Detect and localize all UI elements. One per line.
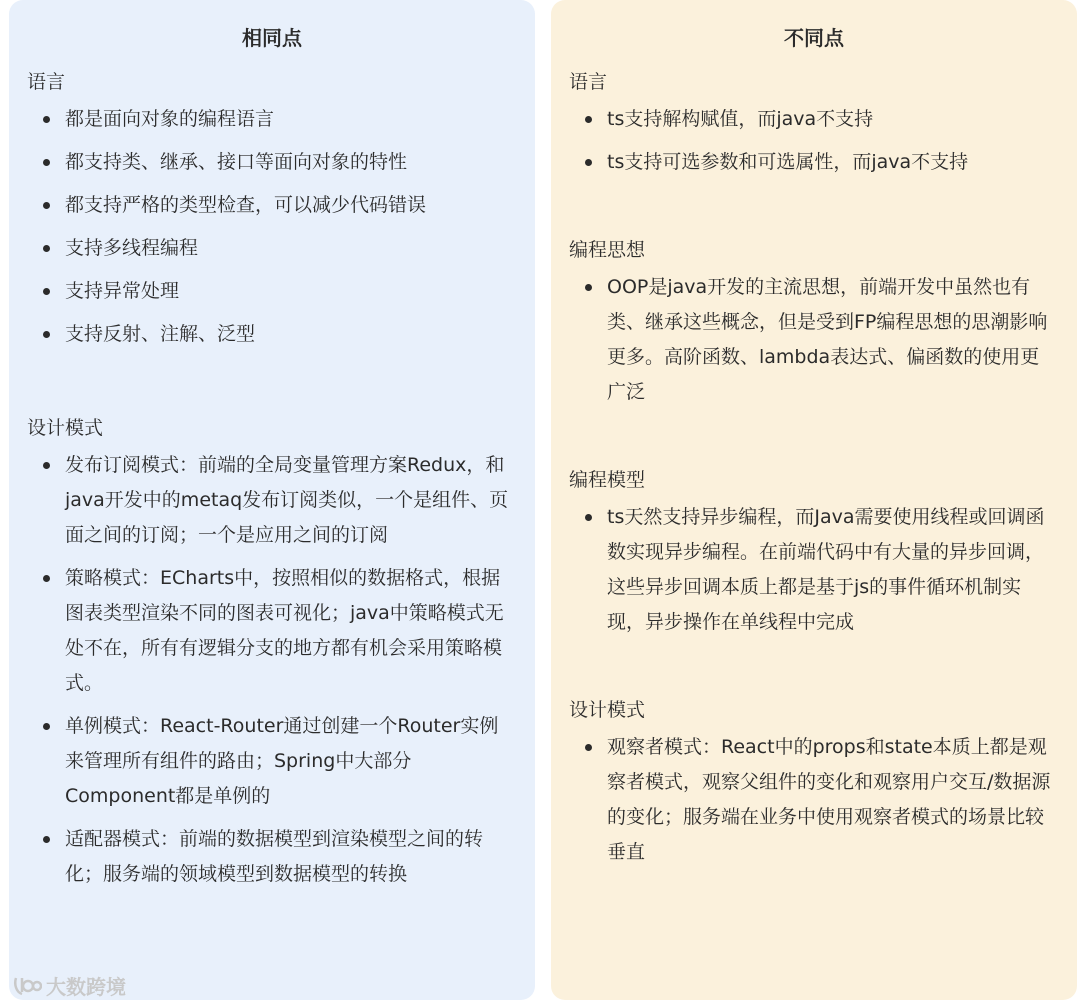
bullet-icon [43,159,50,166]
bullet-icon [43,462,50,469]
list-item: 支持多线程编程 [9,231,535,266]
list-item: 支持反射、注解、泛型 [9,317,535,352]
similarities-panel [9,0,535,1000]
section-design-patterns [9,410,535,892]
bullet-icon [585,284,592,291]
section-title: 设计模式 [27,417,104,439]
panel-title: 不同点 [784,26,844,50]
panel-title: 相同点 [242,26,302,50]
list-item: ts支持可选参数和可选属性，而java不支持 [551,145,1077,180]
section-title: 编程模型 [569,469,646,491]
list-item: 都支持类、继承、接口等面向对象的特性 [9,145,535,180]
bullet-list [551,730,1077,870]
bullet-icon [43,202,50,209]
list-item: ts天然支持异步编程，而Java需要使用线程或回调函数实现异步编程。在前端代码中有大量的异步回调，这些异步回调本质上都是基于js的事件循环机制实现，异步操作在单线程中完成 [551,500,1077,640]
section-language [9,64,535,352]
section-title: 编程思想 [569,239,646,261]
section-title: 设计模式 [569,699,646,721]
list-item: 适配器模式：前端的数据模型到渲染模型之间的转化；服务端的领域模型到数据模型的转换 [9,822,535,892]
section-programming-model [551,462,1077,640]
watermark [12,971,126,1000]
differences-panel [551,0,1077,1000]
list-item: 观察者模式：React中的props和state本质上都是观察者模式，观察父组件的变化和观察用户交互/数据源的变化；服务端在业务中使用观察者模式的场景比较垂直 [551,730,1077,870]
list-item: 发布订阅模式：前端的全局变量管理方案Redux，和java开发中的metaq发布订阅类似，一个是组件、页面之间的订阅；一个是应用之间的订阅 [9,448,535,553]
bullet-icon [43,116,50,123]
list-item: ts支持解构赋值，而java不支持 [551,102,1077,137]
list-item: 都支持严格的类型检查，可以减少代码错误 [9,188,535,223]
bullet-list [551,270,1077,410]
section-design-patterns [551,692,1077,870]
watermark-text: 大数跨境 [46,975,126,999]
bullet-icon [43,245,50,252]
bullet-icon [585,116,592,123]
list-item: OOP是java开发的主流思想，前端开发中虽然也有类、继承这些概念，但是受到FP编程思想的思潮影响更多。高阶函数、lambda表达式、偏函数的使用更广泛 [551,270,1077,410]
bullet-icon [585,514,592,521]
bullet-icon [585,744,592,751]
list-item: 支持异常处理 [9,274,535,309]
list-item: 单例模式：React-Router通过创建一个Router实例来管理所有组件的路由；Spring中大部分Component都是单例的 [9,709,535,814]
bullet-icon [43,836,50,843]
section-title: 语言 [27,71,66,93]
section-title: 语言 [569,71,608,93]
logo-icon [12,974,42,998]
bullet-icon [43,575,50,582]
bullet-list [9,448,535,892]
bullet-list [9,102,535,352]
bullet-icon [43,331,50,338]
bullet-list [551,102,1077,180]
bullet-list [551,500,1077,640]
bullet-icon [43,723,50,730]
bullet-icon [43,288,50,295]
list-item: 都是面向对象的编程语言 [9,102,535,137]
section-language [551,64,1077,180]
bullet-icon [585,159,592,166]
list-item: 策略模式：ECharts中，按照相似的数据格式，根据图表类型渲染不同的图表可视化；java中策略模式无处不在，所有有逻辑分支的地方都有机会采用策略模式。 [9,561,535,701]
section-programming-paradigm [551,232,1077,410]
